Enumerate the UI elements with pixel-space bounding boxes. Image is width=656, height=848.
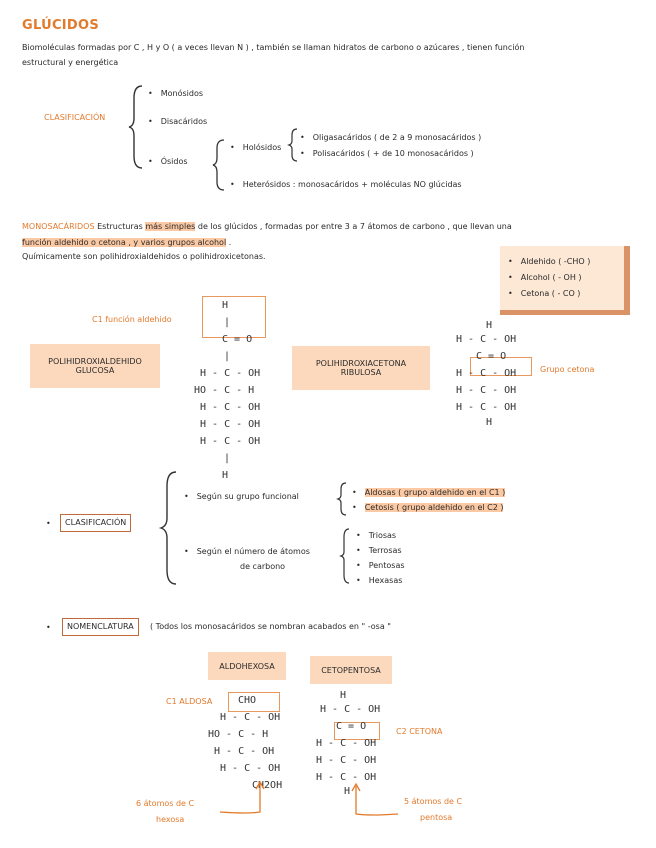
item-hexasas: • Hexasas (356, 575, 402, 587)
ribulose-line: C = O (476, 351, 507, 362)
branch-grupo-funcional: • Según su grupo funcional (184, 491, 299, 503)
item-pentosas: • Pentosas (356, 560, 405, 572)
aldohexose-line: H - C - OH (220, 712, 281, 723)
aldohexose-note-2: hexosa (156, 815, 185, 824)
classification2-bullet (46, 518, 59, 530)
brace-classification2 (160, 470, 180, 586)
aldohexose-label-box (208, 652, 286, 680)
ketopentose-line: H - C - OH (320, 704, 381, 715)
ketopentose-line: H (340, 690, 347, 701)
glucose-line: | (224, 453, 231, 464)
group-cetona: • Cetona ( - CO ) (508, 288, 580, 300)
glucose-structure (190, 297, 260, 484)
mono-line-3: Químicamente son polihidroxialdehidos o polihidroxicetonas. (22, 252, 266, 261)
item-triosas: • Triosas (356, 530, 396, 542)
ketopentose-line: H - C - OH (316, 738, 377, 749)
arrow-hexosa-icon (218, 778, 268, 818)
mono-term: MONOSACÁRIDOS (22, 222, 95, 231)
ketopentose-note-2: pentosa (420, 813, 453, 822)
ribulose-line: H (486, 417, 493, 428)
mono-p2-end: . (228, 238, 232, 247)
aldohexose-line: CHO (238, 695, 257, 706)
item-disacaridos: • Disacáridos (148, 116, 207, 128)
classification2-label: CLASIFICACIÓN (60, 514, 131, 532)
mono-p1-highlight: más simples (145, 222, 196, 231)
nomenclature-bullet (46, 622, 59, 634)
glucose-annotation: C1 función aldehido (92, 315, 172, 324)
glucose-label-box (30, 344, 160, 388)
ribulose-line: H (486, 320, 493, 331)
glucose-line: | (224, 317, 231, 328)
item-terrosas: • Terrosas (356, 545, 402, 557)
brace-osidos (212, 138, 228, 192)
item-polisacaridos: • Polisacáridos ( + de 10 monosacáridos ) (300, 148, 474, 160)
brace-grupo-funcional (337, 482, 349, 516)
item-cetosis (352, 502, 503, 514)
mono-p2-highlight: función aldehido o cetona , y varios grupos alcohol (22, 238, 227, 247)
brace-numero-atomos (340, 528, 352, 584)
glucose-line: HO - C - H (194, 385, 255, 396)
item-heterosidos: • Heterósidos : monosacáridos + moléculas NO glúcidas (230, 179, 462, 191)
branch-numero-atomos: • Según el número de átomos (184, 546, 310, 558)
ribulose-line: H - C - OH (456, 334, 517, 345)
aldohexose-line: HO - C - H (208, 729, 269, 740)
glucose-label: POLIHIDROXIALDEHIDO GLUCOSA (48, 357, 142, 375)
brace-classification (128, 84, 148, 170)
brace-holosidos (288, 128, 300, 162)
arrow-pentosa-icon (350, 780, 402, 820)
glucose-line: H (222, 470, 229, 481)
cetosis-text: Cetosis ( grupo aldehido en el C2 ) (364, 503, 504, 512)
ketopentose-label-box (310, 656, 392, 684)
aldohexose-annotation: C1 ALDOSA (166, 697, 213, 706)
page-title: GLÚCIDOS (22, 18, 100, 33)
aldohexose-label: ALDOHEXOSA (219, 661, 275, 671)
glucose-line: H - C - OH (200, 368, 261, 379)
glucose-line: H (222, 300, 229, 311)
item-holosidos: • Holósidos (230, 142, 281, 154)
ketopentose-note-1: 5 átomos de C (404, 797, 463, 806)
ribulose-label-box (292, 346, 430, 390)
ketopentose-line: H - C - OH (316, 755, 377, 766)
glucose-line: | (224, 351, 231, 362)
classification-label: CLASIFICACIÓN (44, 113, 106, 122)
item-aldosas (352, 487, 505, 499)
aldosas-text: Aldosas ( grupo aldehido en el C1 ) (364, 488, 506, 497)
mono-p1-rest: de los glúcidos , formadas por entre 3 a 7 átomos de carbono , que llevan una (197, 222, 512, 231)
nomenclature-label: NOMENCLATURA (62, 618, 139, 636)
ketopentose-label: CETOPENTOSA (321, 665, 381, 675)
aldohexose-note-1: 6 átomos de C (136, 799, 195, 808)
ribulose-line: H - C - OH (456, 402, 517, 413)
intro-line-2: estructural y energética (22, 58, 119, 67)
aldohexose-line: H - C - OH (214, 746, 275, 757)
group-alcohol: • Alcohol ( - OH ) (508, 272, 582, 284)
mono-line-2 (22, 237, 231, 249)
aldohexose-line: H - C - OH (220, 763, 281, 774)
ribulose-line: H - C - OH (456, 368, 517, 379)
ketopentose-annotation: C2 CETONA (396, 727, 443, 736)
ketopentose-line: H (344, 786, 351, 797)
item-osidos: • Ósidos (148, 156, 188, 168)
glucose-line: C = O (222, 334, 253, 345)
ribulose-line: H - C - OH (456, 385, 517, 396)
item-oligosacaridos: • Oligasacáridos ( de 2 a 9 monosacáridos ) (300, 132, 481, 144)
ketopentose-line: H - C - OH (316, 772, 377, 783)
group-aldehido: • Aldehido ( -CHO ) (508, 256, 590, 268)
glucose-line: H - C - OH (200, 419, 261, 430)
ribulose-annotation: Grupo cetona (540, 365, 595, 374)
ribulose-structure (456, 320, 516, 429)
functional-groups-box (500, 246, 630, 315)
glucose-line: H - C - OH (200, 402, 261, 413)
item-monosidos: • Monósidos (148, 88, 203, 100)
ribulose-label: POLIHIDROXIACETONA RIBULOSA (315, 359, 407, 377)
aldohexose-line: CH2OH (252, 780, 283, 791)
mono-p1: Estructuras (97, 222, 143, 231)
glucose-line: H - C - OH (200, 436, 261, 447)
intro-line-1: Biomoléculas formadas por C , H y O ( a veces llevan N ) , también se llaman hidratos de carbono o azúcares , tienen función (22, 43, 525, 52)
ketopentose-line: C = O (336, 721, 367, 732)
mono-line-1 (22, 221, 512, 233)
nomenclature-text: ( Todos los monosacáridos se nombran acabados en " -osa " (150, 622, 391, 631)
branch-numero-atomos-2: de carbono (240, 562, 286, 571)
